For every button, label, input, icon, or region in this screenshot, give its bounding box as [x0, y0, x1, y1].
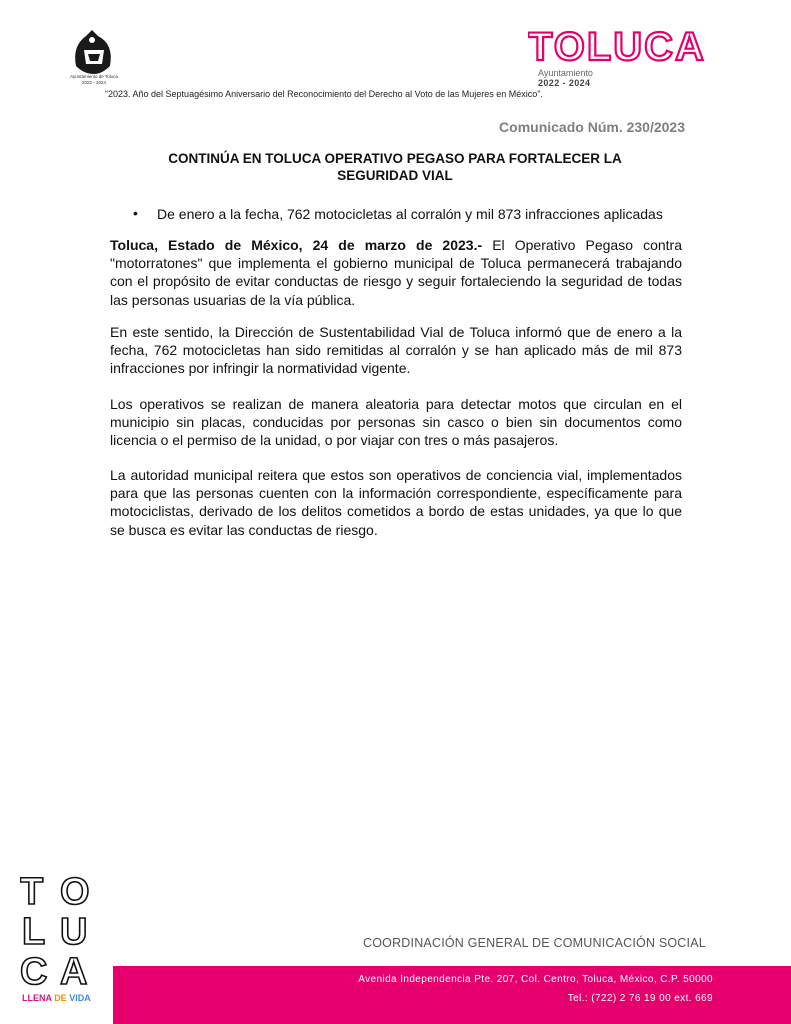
headline — [120, 150, 670, 184]
headline-line-1: CONTINÚA EN TOLUCA OPERATIVO PEGASO PARA FORTALECER LA — [168, 151, 622, 166]
paragraph-3: Los operativos se realizan de manera aleatoria para detectar motos que circulan en el municipio sin placas, conducidas por personas sin casco o bien sin documentos como licencia o el permiso de la unidad, o por viajar con tres o más pasajeros. — [110, 396, 682, 449]
footer-address: Avenida Independencia Pte. 207, Col. Centro, Toluca, México, C.P. 50000 — [358, 974, 713, 985]
footer-logo-letter-c: C — [20, 951, 48, 988]
footer-logo-letter-u: U — [60, 911, 88, 953]
dateline: Toluca, Estado de México, 24 de marzo de 2023.- — [110, 237, 483, 253]
toluca-logo — [528, 26, 714, 66]
ayuntamiento-label: Ayuntamiento — [538, 68, 593, 78]
paragraph-1 — [110, 236, 682, 309]
footer-logo-letter-t: T — [20, 871, 44, 913]
slogan-word-1: LLENA — [22, 993, 52, 1003]
seal-caption-period: 2022 - 2024 — [81, 79, 107, 85]
seal-caption — [52, 74, 136, 85]
footer-phone: Tel.: (722) 2 76 19 00 ext. 669 — [567, 993, 713, 1004]
headline-line-2: SEGURIDAD VIAL — [337, 168, 453, 183]
toluca-footer-logo — [20, 868, 100, 988]
paragraph-1-body: El Operativo Pegaso contra "motorratones" que implementa el gobierno municipal de Toluca permanecerá trabajando con el propósito de evitar conductas de riesgo y seguir fortaleciendo la seguridad de todas las personas usuarias de la vía pública. — [110, 237, 682, 308]
motto-line: “2023. Año del Septuagésimo Aniversario del Reconocimiento del Derecho al Voto de las Mujeres en México”. — [105, 89, 543, 99]
paragraph-4: La autoridad municipal reitera que estos son operativos de conciencia vial, implementados para que las personas cuenten con la información correspondiente, específicamente para motociclistas, derivado de los delitos cometidos a bordo de estas unidades, ya que lo que se busca es evitar las conductas de riesgo. — [110, 467, 682, 538]
footer-logo-letter-a: A — [60, 951, 88, 988]
slogan-word-3: VIDA — [69, 993, 91, 1003]
footer-slogan — [22, 993, 91, 1003]
comunicado-number: Comunicado Núm. 230/2023 — [499, 119, 685, 135]
paragraph-2: En este sentido, la Dirección de Sustentabilidad Vial de Toluca informó que de enero a la fecha, 762 motocicletas han sido remitidas al corralón y se han aplicado más de mil 873 infracciones por infringir la normatividad vigente. — [110, 324, 682, 377]
slogan-word-2: DE — [54, 993, 67, 1003]
coordination-title: COORDINACIÓN GENERAL DE COMUNICACIÓN SOCIAL — [363, 936, 706, 950]
seal-caption-name: Ayuntamiento de Toluca — [70, 74, 118, 79]
footer-logo-letter-o: O — [60, 871, 90, 913]
footer-logo-letter-l: L — [22, 911, 46, 953]
bullet-icon: • — [133, 205, 138, 221]
period-label: 2022 - 2024 — [538, 78, 591, 88]
toluca-logo-text: TOLUCA — [528, 26, 706, 66]
bullet-summary: De enero a la fecha, 762 motocicletas al corralón y mil 873 infracciones aplicadas — [157, 206, 663, 222]
